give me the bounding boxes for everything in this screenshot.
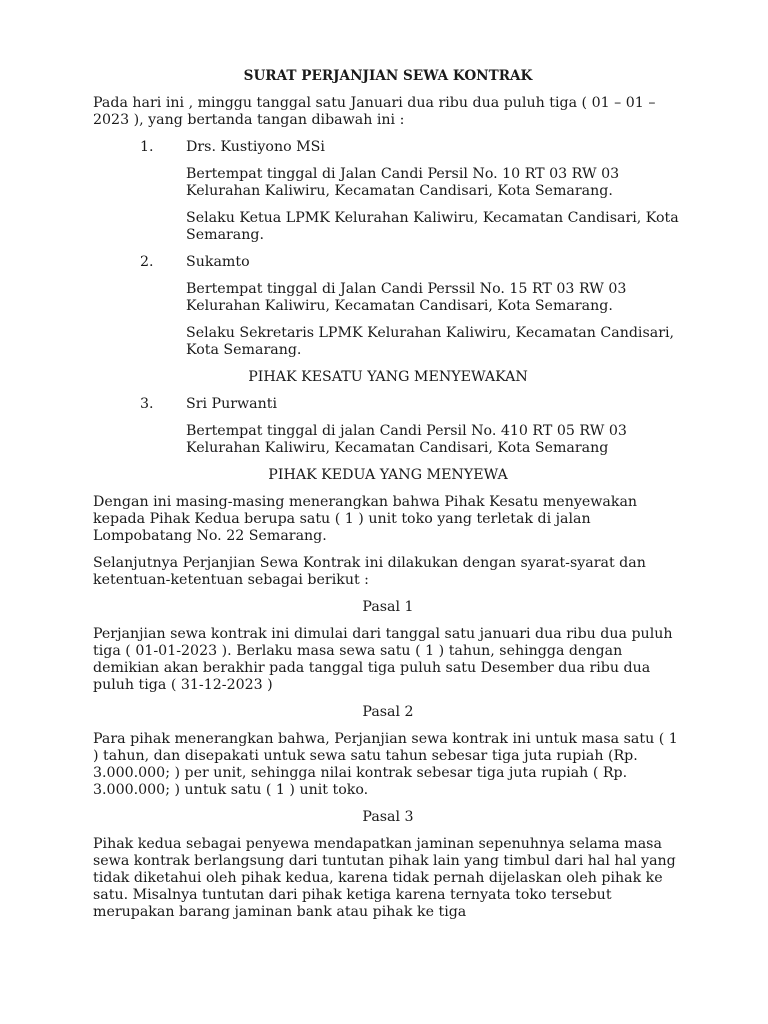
pasal-heading: Pasal 3 [362,809,414,825]
document-page [93,68,683,931]
pasal-text: Pihak kedua sebagai penyewa mendapatkan jaminan sepenuhnya selama masa sewa kontrak berlangsung dari tuntutan pihak lain yang timbul dari hal hal yang tidak diketahui oleh pihak kedua, karena tidak pernah dijelaskan oleh pihak ke satu. Misalnya tuntutan dari pihak ketiga karena ternyata toko tersebut merupakan barang jaminan bank atau pihak ke tiga [93,836,676,920]
party-role: Selaku Sekretaris LPMK Kelurahan Kaliwiru, Kecamatan Candisari, Kota Semarang. [186,325,675,358]
first-party-label: PIHAK KESATU YANG MENYEWAKAN [248,369,528,385]
party-role: Selaku Ketua LPMK Kelurahan Kaliwiru, Kecamatan Candisari, Kota Semarang. [186,210,679,243]
party-address: Bertempat tinggal di Jalan Candi Perssil No. 15 RT 03 RW 03 Kelurahan Kaliwiru, Kecamatan Candisari, Kota Semarang. [186,281,627,314]
party-address: Bertempat tinggal di Jalan Candi Persil No. 10 RT 03 RW 03 Kelurahan Kaliwiru, Kecamatan Candisari, Kota Semarang. [186,166,620,199]
party-address: Bertempat tinggal di jalan Candi Persil No. 410 RT 05 RW 03 Kelurahan Kaliwiru, Kecamatan Candisari, Kota Semarang [186,423,627,456]
party-name: Sukamto [186,254,250,270]
party-item [93,139,683,156]
second-party-label: PIHAK KEDUA YANG MENYEWA [268,467,508,483]
party-number: 1. [140,139,154,155]
party-name: Sri Purwanti [186,396,277,412]
statement-paragraph: Selanjutnya Perjanjian Sewa Kontrak ini dilakukan dengan syarat-syarat dan ketentuan-ketentuan sebagai berikut : [93,555,646,588]
party-number: 3. [140,396,154,412]
party-name: Drs. Kustiyono MSi [186,139,325,155]
pasal-heading: Pasal 1 [362,599,414,615]
pasal-text: Para pihak menerangkan bahwa, Perjanjian sewa kontrak ini untuk masa satu ( 1 ) tahun, dan disepakati untuk sewa satu tahun sebesar tiga juta rupiah (Rp. 3.000.000; ) per unit, sehingga nilai kontrak sebesar tiga juta rupiah ( Rp. 3.000.000; ) untuk satu ( 1 ) unit toko. [93,731,678,798]
party-item [93,254,683,271]
party-item [93,396,683,413]
document-title: SURAT PERJANJIAN SEWA KONTRAK [243,68,533,84]
intro-paragraph: Pada hari ini , minggu tanggal satu Januari dua ribu dua puluh tiga ( 01 – 01 – 2023 ), yang bertanda tangan dibawah ini : [93,95,656,128]
pasal-text: Perjanjian sewa kontrak ini dimulai dari tanggal satu januari dua ribu dua puluh tiga ( 01-01-2023 ). Berlaku masa sewa satu ( 1 ) tahun, sehingga dengan demikian akan berakhir pada tanggal tiga puluh satu Desember dua ribu dua puluh tiga ( 31-12-2023 ) [93,626,673,693]
pasal-heading: Pasal 2 [362,704,414,720]
statement-paragraph: Dengan ini masing-masing menerangkan bahwa Pihak Kesatu menyewakan kepada Pihak Kedua berupa satu ( 1 ) unit toko yang terletak di jalan Lompobatang No. 22 Semarang. [93,494,638,544]
party-number: 2. [140,254,154,270]
